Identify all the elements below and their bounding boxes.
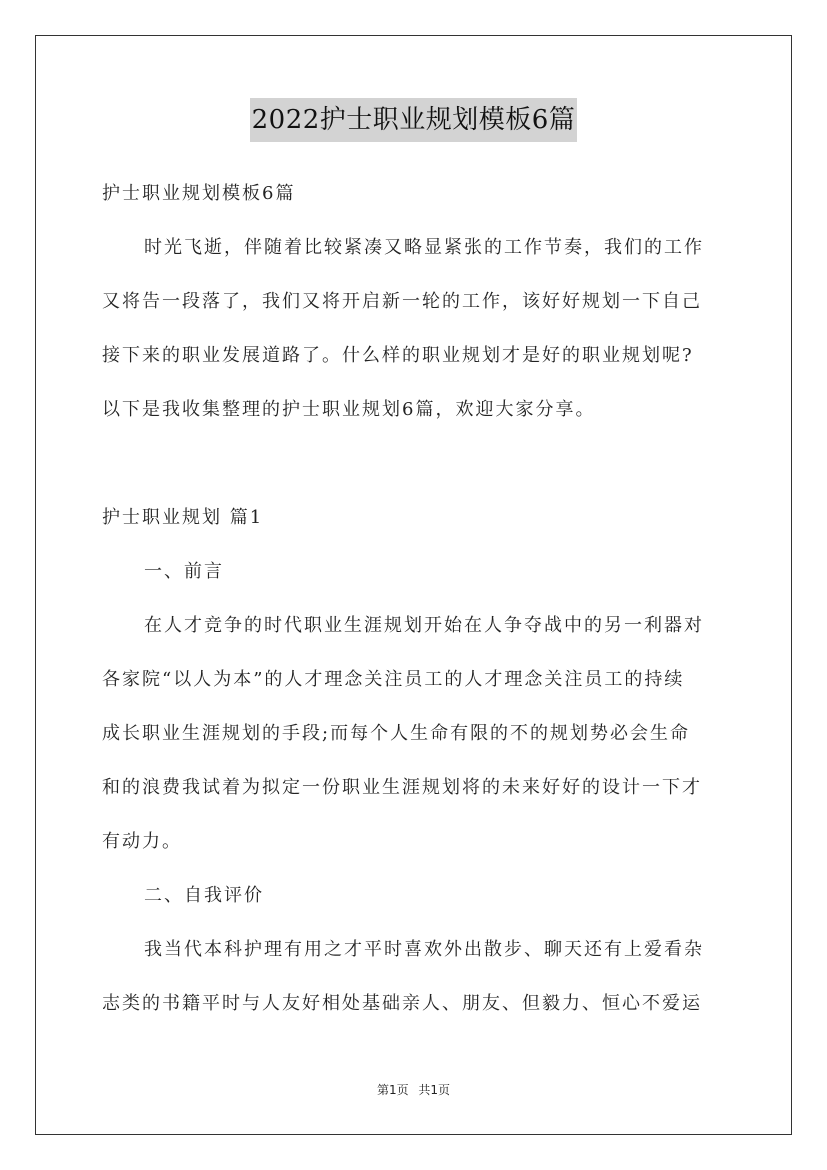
paragraph-line: 我当代本科护理有用之才平时喜欢外出散步、聊天还有上爱看杂 xyxy=(144,939,704,960)
document-title: 2022护士职业规划模板6篇 xyxy=(250,98,578,142)
paragraph-line: 在人才竞争的时代职业生涯规划开始在人争夺战中的另一利器对 xyxy=(144,615,704,636)
intro-line: 时光飞逝，伴随着比较紧凑又略显紧张的工作节奏，我们的工作 xyxy=(144,237,704,258)
paragraph-line: 有动力。 xyxy=(102,831,182,852)
intro-line: 以下是我收集整理的护士职业规划6篇，欢迎大家分享。 xyxy=(102,399,596,420)
intro-line: 又将告一段落了，我们又将开启新一轮的工作，该好好规划一下自己 xyxy=(102,291,702,312)
heading-preface: 一、前言 xyxy=(144,561,224,582)
paragraph-line: 和的浪费我试着为拟定一份职业生涯规划将的未来好好的设计一下才 xyxy=(102,777,702,798)
document-subtitle: 护士职业规划模板6篇 xyxy=(102,183,296,204)
page-total: 共1页 xyxy=(418,1083,451,1097)
section-title: 护士职业规划 篇1 xyxy=(102,507,264,528)
page-footer xyxy=(0,1081,827,1098)
paragraph-line: 各家院“以人为本”的人才理念关注员工的人才理念关注员工的持续 xyxy=(102,669,685,690)
page-number: 第1页 xyxy=(376,1083,409,1097)
title-container xyxy=(0,98,827,142)
heading-self-evaluation: 二、自我评价 xyxy=(144,885,264,906)
intro-line: 接下来的职业发展道路了。什么样的职业规划才是好的职业规划呢? xyxy=(102,345,694,366)
paragraph-line: 志类的书籍平时与人友好相处基础亲人、朋友、但毅力、恒心不爱运 xyxy=(102,993,702,1014)
paragraph-line: 成长职业生涯规划的手段;而每个人生命有限的不的规划势必会生命 xyxy=(102,723,691,744)
